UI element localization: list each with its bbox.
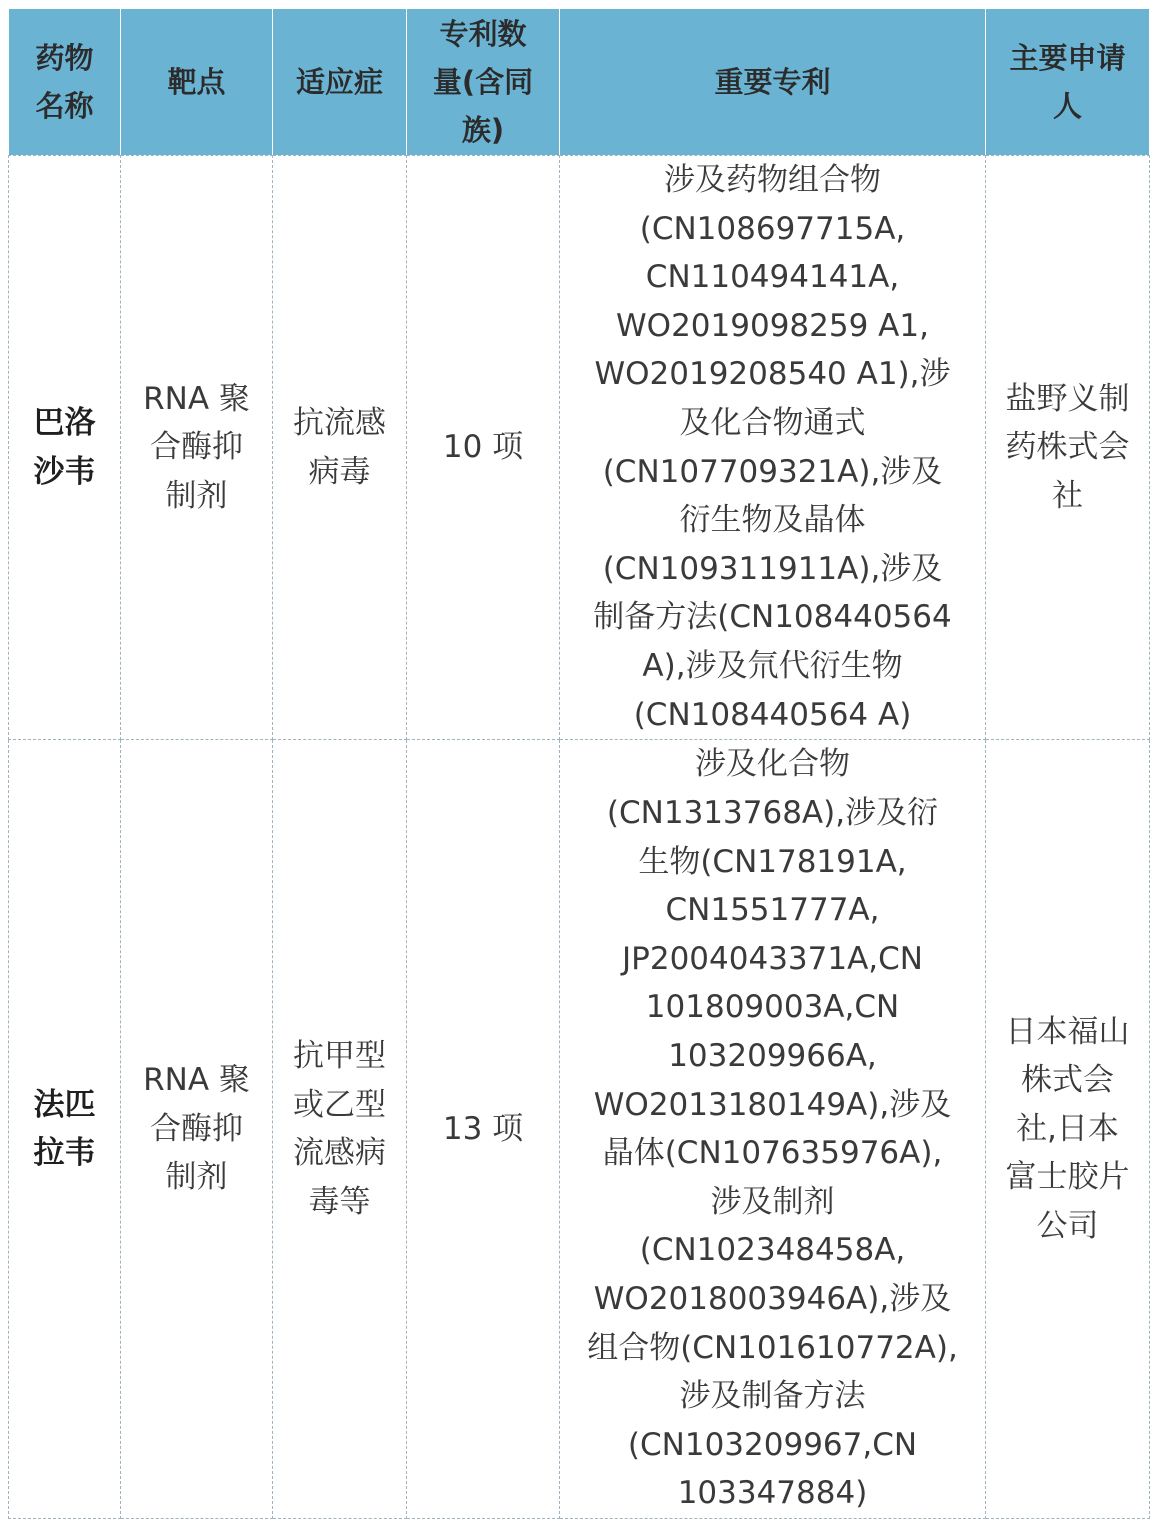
- key-patents-cell: 涉及药物组合物 (CN108697715A, CN110494141A, WO2019098259 A1, WO2019208540 A1),涉 及化合物通式 (CN107709321A),涉及 衍生物及晶体 (CN109311911A),涉及 制备方法(CN108440564 A),涉及氘代衍生物 (CN108440564 A): [560, 156, 986, 740]
- key-patents-cell: 涉及化合物 (CN1313768A),涉及衍 生物(CN178191A, CN1551777A, JP2004043371A,CN 101809003A,CN 103209966A, WO2013180149A),涉及 晶体(CN107635976A), 涉及制剂 (CN102348458A, WO2018003946A),涉及 组合物(CN101610772A), 涉及制备方法 (CN103209967,CN 103347884): [560, 740, 986, 1519]
- header-applicant: 主要申请 人: [986, 9, 1150, 156]
- header-drug-name: 药物 名称: [9, 9, 121, 156]
- patent-table: [8, 8, 1150, 1519]
- applicant-cell: 盐野义制 药株式会 社: [986, 156, 1150, 740]
- header-row: [9, 9, 1150, 156]
- table-row: [9, 740, 1150, 1519]
- header-target: 靶点: [121, 9, 273, 156]
- header-key-patents: 重要专利: [560, 9, 986, 156]
- header-patent-count: 专利数 量(含同 族): [407, 9, 560, 156]
- indication-cell: 抗甲型 或乙型 流感病 毒等: [273, 740, 407, 1519]
- applicant-cell: 日本福山 株式会 社,日本 富士胶片 公司: [986, 740, 1150, 1519]
- drug-name-cell: 巴洛 沙韦: [9, 156, 121, 740]
- table-row: [9, 156, 1150, 740]
- target-cell: RNA 聚 合酶抑 制剂: [121, 740, 273, 1519]
- indication-cell: 抗流感 病毒: [273, 156, 407, 740]
- header-indication: 适应症: [273, 9, 407, 156]
- target-cell: RNA 聚 合酶抑 制剂: [121, 156, 273, 740]
- patent-count-cell: 10 项: [407, 156, 560, 740]
- drug-name-cell: 法匹 拉韦: [9, 740, 121, 1519]
- patent-count-cell: 13 项: [407, 740, 560, 1519]
- patent-table-frame: [8, 8, 1149, 1516]
